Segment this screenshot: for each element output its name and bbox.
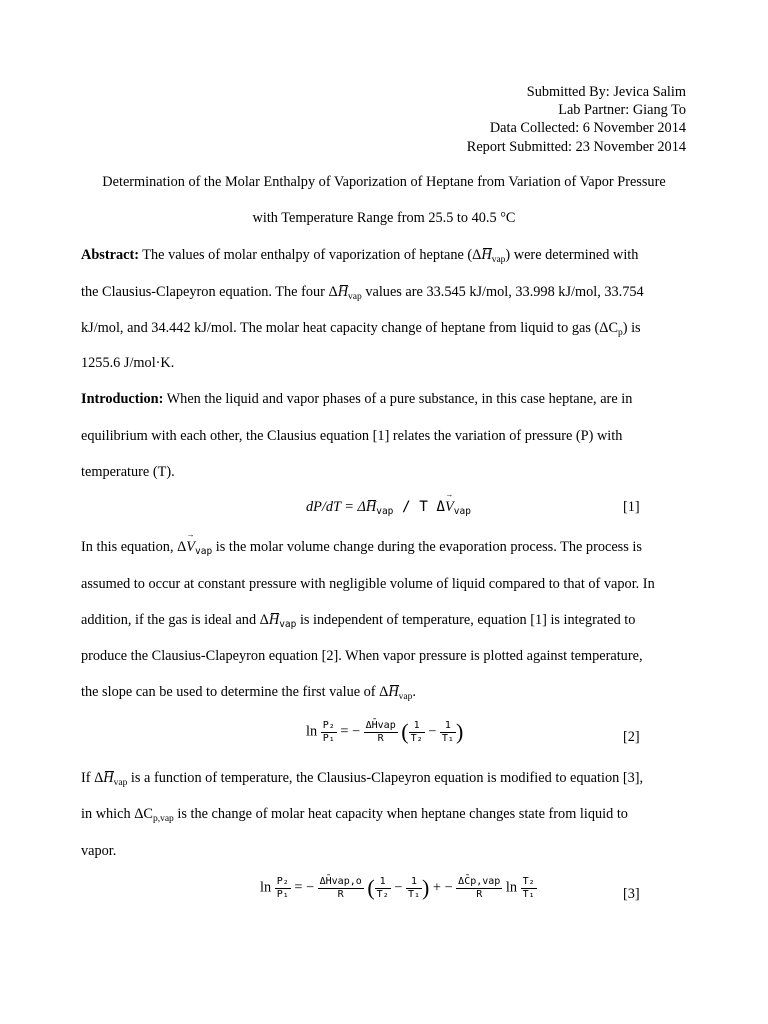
para2-line-2: assumed to occur at constant pressure with negligible volume of liquid compared to that of vapor. In — [81, 576, 655, 592]
abstract-line-3: kJ/mol, and 34.442 kJ/mol. The molar heat capacity change of heptane from liquid to gas $(\Delta C_p)$ is — [81, 320, 641, 338]
para2-line-4: produce the Clausius-Clapeyron equation [2]. When vapor pressure is plotted against temperature, — [81, 648, 643, 664]
equation-3-number: [3] — [623, 886, 640, 902]
equation-3: ln $\frac{\text{P₂}}{\text{P₁}}$ = − $\frac{\text{ΔH̄vap,o}}{R}$ ( $\frac{1}{\text{T₂}}$ − $\frac{1}{\text{T₁}}$ ) + − $\frac{\text{ΔC̄p,vap}}{R}$ ln $\frac{\text{T₂}}{\text{T₁}}$ — [260, 875, 535, 900]
equation-2: ln $\frac{\text{P₂}}{\text{P₁}}$ = − $\frac{\text{ΔH̄vap}}{R}$ ( $\frac{1}{\text{T₂}}$ − $\frac{1}{\text{T₁}}$ ) — [306, 719, 464, 744]
equation-1: $dP/dT = \Delta H_{vap} / T$ $\Delta\to V_{vap}$ — [306, 499, 471, 517]
para2-line-1: In this equation, $\Delta\to V_{vap}$ is the molar volume change during the evaporation process. The process is — [81, 539, 642, 557]
lab-partner: Lab Partner: Giang To — [558, 102, 686, 119]
submitted-by: Submitted By: Jevica Salim — [526, 84, 686, 100]
title-line-1: Determination of the Molar Enthalpy of Vaporization of Heptane from Variation of Vapor Pressure — [102, 174, 666, 190]
abstract-line-4: 1255.6 J/mol·K. — [81, 355, 175, 371]
data-collected: Data Collected: 6 November 2014 — [489, 120, 686, 137]
para2-line-5: the slope can be used to determine the first value of $\Delta H_{vap}$. — [81, 684, 416, 702]
intro-line-3: temperature (T). — [81, 464, 175, 480]
para3-line-1: If $\Delta H_{vap}$ is a function of temperature, the Clausius-Clapeyron equation is modified to equation [3], — [81, 770, 644, 788]
para3-line-3: vapor. — [81, 843, 117, 859]
equation-1-number: [1] — [623, 499, 640, 515]
abstract-label: Abstract: — [81, 247, 139, 263]
report-submitted: Report Submitted: 23 November 2014 — [466, 138, 686, 155]
abstract-line-1: Abstract: The values of molar enthalpy of vaporization of heptane $(\Delta H_{vap})$ were determined with — [81, 247, 639, 265]
introduction-label: Introduction: — [81, 391, 164, 407]
intro-line-1: Introduction: When the liquid and vapor phases of a pure substance, in this case heptane, are in — [81, 391, 633, 407]
submission-header — [467, 83, 686, 156]
para2-line-3: addition, if the gas is ideal and $\Delta H_{vap}$ is independent of temperature, equation [1] is integrated to — [81, 612, 636, 630]
intro-line-2: equilibrium with each other, the Clausius equation [1] relates the variation of pressure (P) with — [81, 428, 623, 444]
para3-line-2: in which $\Delta C_{p,vap}$ is the change of molar heat capacity when heptane changes state from liquid to — [81, 806, 628, 824]
title-line-2: with Temperature Range from 25.5 to 40.5 °C — [252, 210, 516, 226]
equation-2-number: [2] — [623, 729, 640, 745]
abstract-line-2: the Clausius-Clapeyron equation. The four $\Delta H_{vap}$ values are 33.545 kJ/mol, 33.998 kJ/mol, 33.754 — [81, 284, 644, 302]
